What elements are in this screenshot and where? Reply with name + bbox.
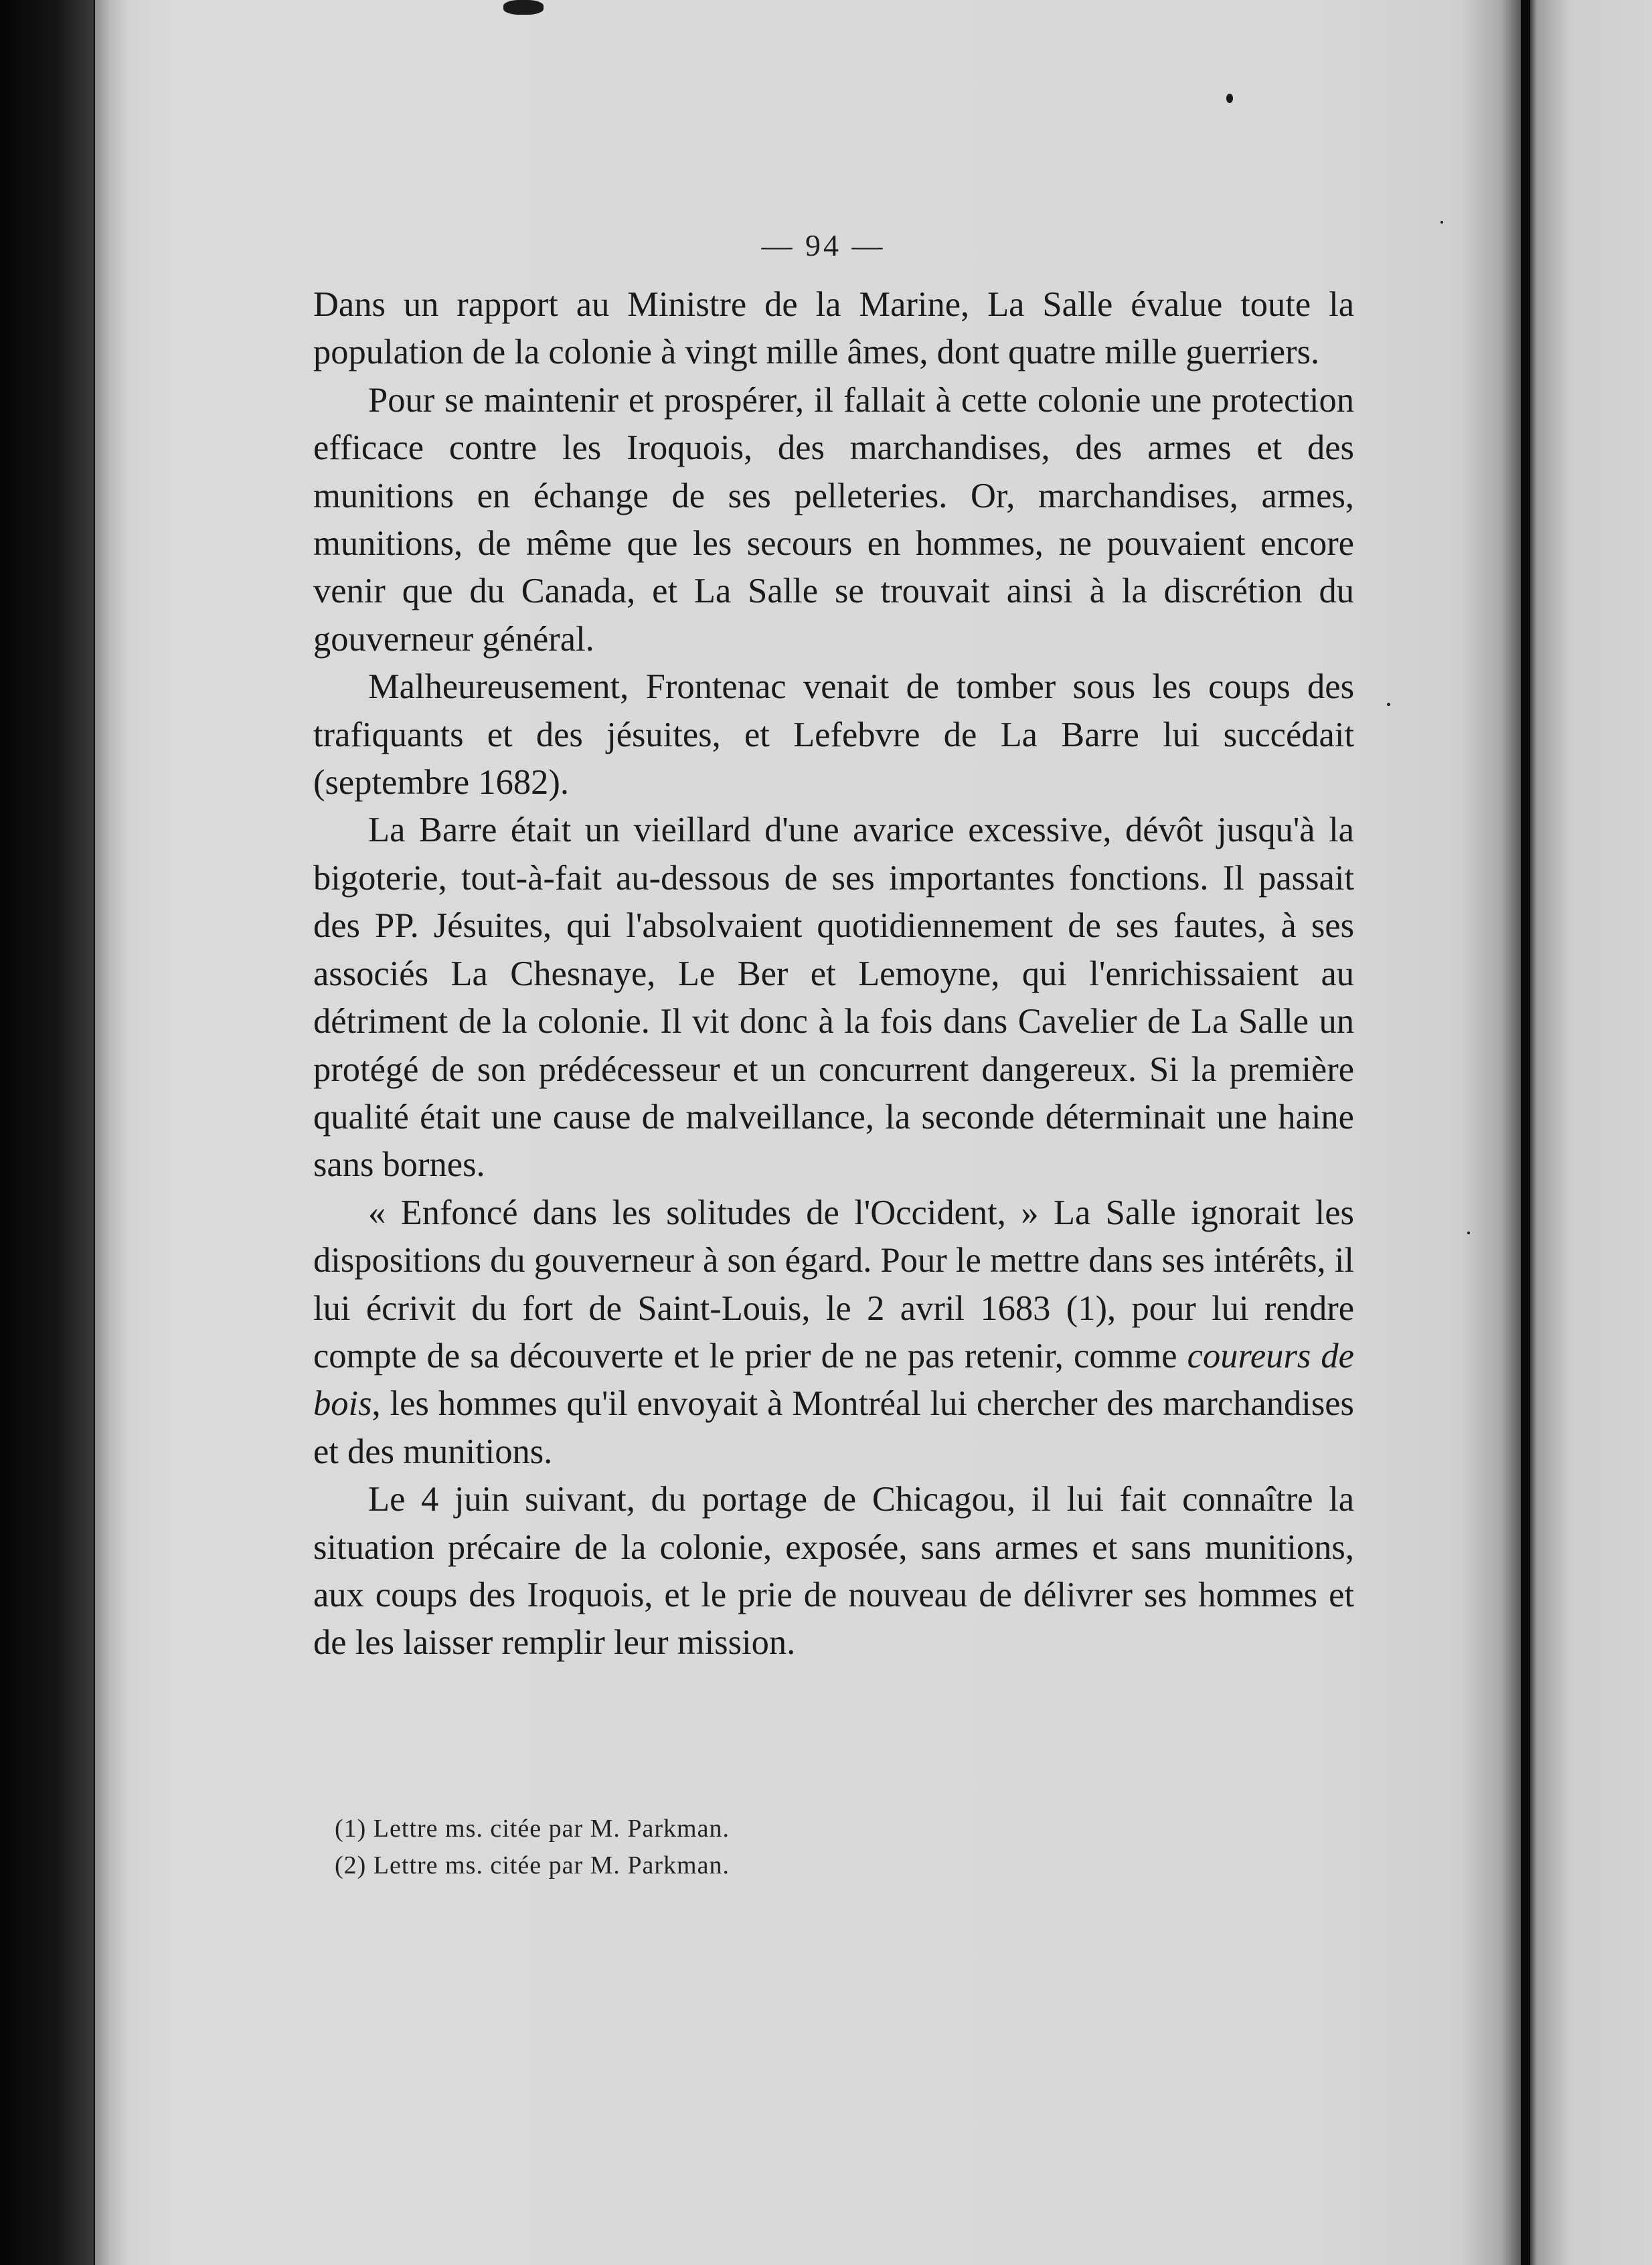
paragraph-text: , les hommes qu'il envoyait à Montréal lui chercher des marchandises et des munitions.: [313, 1384, 1354, 1471]
footnote: (2) Lettre ms. citée par M. Parkman.: [335, 1851, 730, 1879]
paragraph: Pour se maintenir et prospérer, il fallait à cette colonie une protection efficace contre les Iroquois, des marchandises, des armes et des munitions en échange de ses pelleteries. Or, marchandises, armes, munitions, de même que les secours en hommes, ne pouvaient encore venir que du Canada, et La Salle se trouvait ainsi à la discrétion du gouverneur général.: [313, 380, 1354, 659]
paragraph: Malheureusement, Frontenac venait de tomber sous les coups des trafiquants et des jésuites, et Lefebvre de La Barre lui succédait (septembre 1682).: [313, 667, 1354, 803]
paragraph-text: « Enfoncé dans les solitudes de l'Occident, » La Salle ignorait les dispositions du gouverneur à son égard. Pour le mettre dans ses intérêts, il lui écrivit du fort de Saint-Louis, le 2 avril 1683 (1), pour lui rendre compte de sa découverte et le prier de ne pas retenir, comme: [313, 1193, 1354, 1375]
dust-speck: [1440, 221, 1443, 224]
paragraph: [313, 1189, 1354, 1476]
scanner-left-edge: [0, 0, 94, 2265]
dust-speck: [503, 0, 544, 15]
footnotes: [335, 1811, 1205, 1884]
dust-speck: [1226, 94, 1233, 103]
paragraph: La Barre était un vieillard d'une avarice excessive, dévôt jusqu'à la bigoterie, tout-à-fait au-dessous de ses importantes fonctions. Il passait des PP. Jésuites, qui l'absolvaient quotidiennement de ses fautes, à ses associés La Chesnaye, Le Ber et Lemoyne, qui l'enrichissaient au détriment de la colonie. Il vit donc à la fois dans Cavelier de La Salle un protégé de son prédécesseur et un concurrent dangereux. Si la première qualité était une cause de malveillance, la seconde déterminait une haine sans bornes.: [313, 811, 1354, 1185]
dust-speck: [1467, 1232, 1470, 1234]
page-number: — 94 —: [761, 228, 886, 262]
body-text: [313, 281, 1354, 1667]
footnote: (1) Lettre ms. citée par M. Parkman.: [335, 1815, 730, 1843]
page-gutter: [1521, 0, 1530, 2265]
italic-term: coureurs de bois: [313, 1336, 1354, 1424]
paragraph: Dans un rapport au Ministre de la Marine, La Salle évalue toute la population de la colonie à vingt mille âmes, dont quatre mille guerriers.: [313, 285, 1354, 372]
dust-speck: [1387, 703, 1390, 706]
paragraph: Le 4 juin suivant, du portage de Chicagou, il lui fait connaître la situation précaire de la colonie, exposée, sans armes et sans munitions, aux coups des Iroquois, et le prie de nouveau de délivrer ses hommes et de les laisser remplir leur mission.: [313, 1480, 1354, 1663]
facing-page-edge: [1530, 0, 1652, 2265]
